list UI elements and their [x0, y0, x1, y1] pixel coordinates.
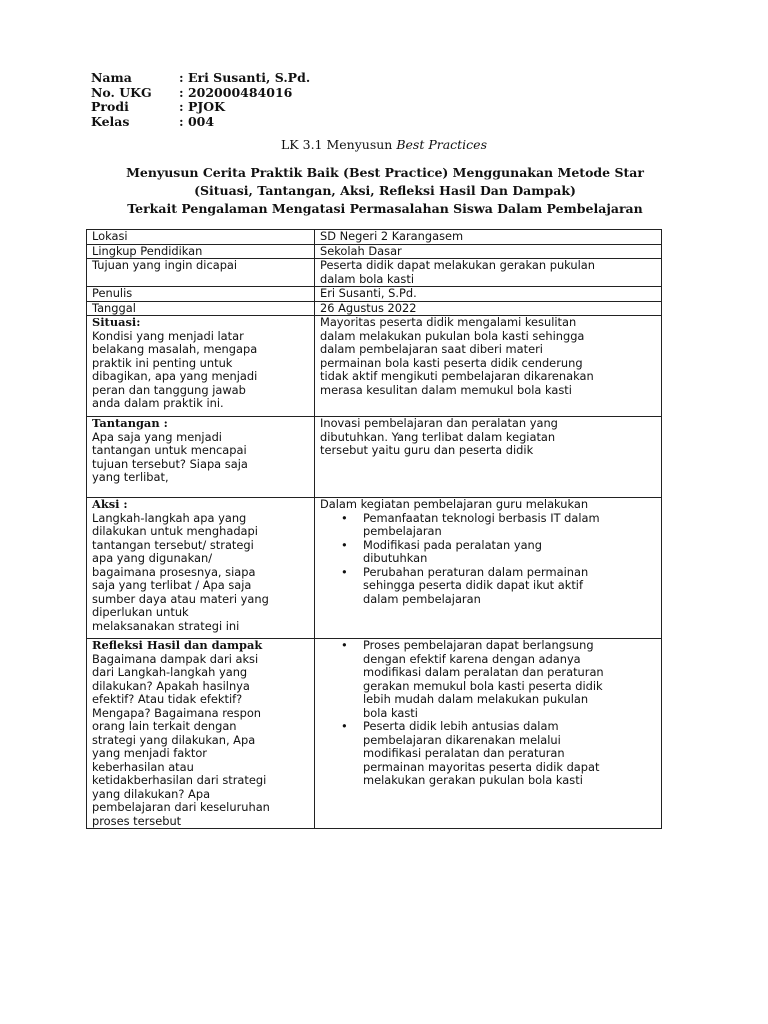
section-description: Bagaimana dampak dari aksi dari Langkah-langkah yang dilakukan? Apakah hasilnya efektif? Atau tidak efektif? Mengapa? Bagaimana respon orang lain terkait dengan strategi yang dilakukan, Apa yang menjadi faktor keberhasilan atau ketidakberhasilan dari strategi yang dilakukan? Apa pembelajaran dari keseluruhan proses tersebut [92, 651, 270, 828]
row-value: Peserta didik dapat melakukan gerakan pukulan dalam bola kasti [315, 259, 662, 287]
table-row-tantangan [87, 417, 662, 498]
identity-row-kelas [91, 115, 310, 130]
heading-line-3: Terkait Pengalaman Mengatasi Permasalahan Siswa Dalam Pembelajaran [127, 201, 643, 216]
table-row-aksi [87, 498, 662, 639]
table-row-lokasi [87, 230, 662, 245]
table-row-lingkup [87, 244, 662, 259]
list-item: • Perubahan peraturan dalam permainan sehingga peserta didik dapat ikut aktif dalam pembelajaran [363, 566, 657, 607]
table-row-refleksi [87, 639, 662, 829]
identity-value: : 004 [179, 113, 215, 129]
section-label: Refleksi Hasil dan dampak [92, 638, 263, 652]
document-heading [60, 164, 710, 218]
row-label [87, 639, 315, 829]
heading-line-1: Menyusun Cerita Praktik Baik (Best Practice) Menggunakan Metode Star [126, 165, 644, 180]
row-value: Mayoritas peserta didik mengalami kesulitan dalam melakukan pukulan bola kasti sehingga dalam pembelajaran saat diberi materi permainan bola kasti peserta didik cenderung tidak aktif mengikuti pembelajaran dikarenakan merasa kesulitan dalam memukul bola kasti [315, 316, 662, 417]
row-label: Tujuan yang ingin dicapai [87, 259, 315, 287]
identity-key: Prodi [91, 99, 129, 115]
list-item: • Proses pembelajaran dapat berlangsung dengan efektif karena dengan adanya modifikasi dalam peralatan dan peraturan gerakan memukul bola kasti peserta didik lebih mudah dalam melakukan pukulan bola kasti [363, 639, 657, 720]
identity-row-prodi [91, 100, 310, 115]
section-label: Tantangan : [92, 416, 168, 430]
lk-title-prefix: LK 3.1 Menyusun [281, 137, 397, 152]
aksi-intro: Dalam kegiatan pembelajaran guru melakukan [320, 497, 589, 511]
identity-key: Kelas [91, 113, 130, 129]
lk-title-italic: Best Practices [396, 137, 487, 152]
section-description: Kondisi yang menjadi latar belakang masalah, mengapa praktik ini penting untuk dibagikan, apa yang menjadi peran dan tanggung jawab anda dalam praktik ini. [92, 328, 258, 410]
identity-block [91, 71, 310, 129]
identity-key: Nama [91, 70, 132, 85]
section-label: Aksi : [92, 497, 128, 511]
row-label: Penulis [87, 287, 315, 302]
identity-value: : Eri Susanti, S.Pd. [179, 70, 311, 85]
table-row-situasi [87, 316, 662, 417]
best-practice-table [86, 229, 662, 829]
row-label: Tanggal [87, 301, 315, 316]
heading-line-2: (Situasi, Tantangan, Aksi, Refleksi Hasil Dan Dampak) [194, 183, 576, 198]
row-label: Lokasi [87, 230, 315, 245]
table-row-tanggal [87, 301, 662, 316]
lk-title [0, 137, 768, 152]
row-value [315, 639, 662, 829]
row-value: 26 Agustus 2022 [315, 301, 662, 316]
identity-key: No. UKG [91, 84, 152, 100]
table-row-penulis [87, 287, 662, 302]
row-value: SD Negeri 2 Karangasem [315, 230, 662, 245]
identity-value: : 202000484016 [179, 84, 293, 100]
aksi-bullet-list [320, 512, 657, 607]
row-label [87, 417, 315, 498]
row-value: Sekolah Dasar [315, 244, 662, 259]
row-label [87, 498, 315, 639]
row-label [87, 316, 315, 417]
row-value: Eri Susanti, S.Pd. [315, 287, 662, 302]
list-item: • Pemanfaatan teknologi berbasis IT dalam pembelajaran [363, 512, 657, 539]
row-value [315, 498, 662, 639]
section-label: Situasi: [92, 315, 141, 329]
row-value: Inovasi pembelajaran dan peralatan yang dibutuhkan. Yang terlibat dalam kegiatan tersebut yaitu guru dan peserta didik [315, 417, 662, 498]
row-label: Lingkup Pendidikan [87, 244, 315, 259]
list-item: • Peserta didik lebih antusias dalam pembelajaran dikarenakan melalui modifikasi peralatan dan peraturan permainan mayoritas peserta didik dapat melakukan gerakan pukulan bola kasti [363, 720, 657, 788]
refleksi-bullet-list [320, 639, 657, 788]
list-item: • Modifikasi pada peralatan yang dibutuhkan [363, 539, 657, 566]
identity-row-nama [91, 71, 310, 86]
table-row-tujuan [87, 259, 662, 287]
section-description: Apa saja yang menjadi tantangan untuk mencapai tujuan tersebut? Siapa saja yang terlibat, [92, 429, 248, 484]
identity-row-no-ukg [91, 86, 310, 101]
section-description: Langkah-langkah apa yang dilakukan untuk menghadapi tantangan tersebut/ strategi apa yang digunakan/ bagaimana prosesnya, siapa saja yang terlibat / Apa saja sumber daya atau materi yang diperlukan untuk melaksanakan strategi ini [92, 510, 269, 633]
identity-value: : PJOK [179, 99, 226, 115]
